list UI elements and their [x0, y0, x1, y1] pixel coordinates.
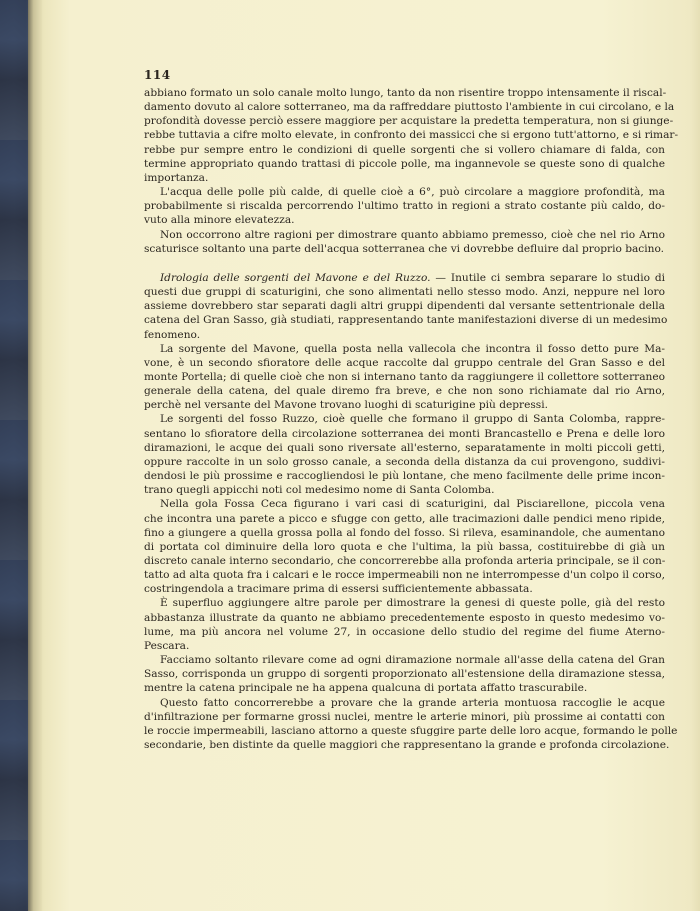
text-line: abbastanza illustrate da quanto ne abbiamo precedentemente esposto in questo medesimo vo-: [144, 611, 665, 624]
text-line: di portata col diminuire della loro quota e che l'ultima, la più bassa, costituirebbe di già un: [144, 540, 665, 553]
text-line: Pescara.: [144, 639, 190, 652]
text-line: oppure raccolte in un solo grosso canale, a seconda della distanza da cui provengono, suddivi-: [144, 455, 665, 468]
text-line: fenomeno.: [144, 328, 201, 341]
text-line: scaturisce soltanto una parte dell'acqua sotterranea che vi dovrebbe defluire dal proprio bacino.: [144, 242, 664, 255]
section-heading: Idrologia delle sorgenti del Mavone e del Ruzzo.: [160, 271, 431, 284]
text-line: secondarie, ben distinte da quelle maggiori che rappresentano la grande e profonda circolazione.: [144, 739, 670, 752]
paragraph: [144, 696, 678, 753]
text-line: vuto alla minore elevatezza.: [144, 214, 295, 227]
text-line: termine appropriato quando trattasi di piccole polle, ma ingannevole se queste sono di qualche: [144, 157, 665, 170]
text-line: damento dovuto al calore sotterraneo, ma da raffreddare piuttosto l'ambiente in cui circolano, e la: [144, 101, 675, 114]
page-number: 114: [144, 68, 171, 82]
text-line: Sasso, corrisponda un gruppo di sorgenti proporzionato all'estensione della diramazione stessa,: [144, 668, 665, 681]
text-line: sentano lo sfioratore della circolazione sotterranea dei monti Brancastello e Prena e delle loro: [144, 427, 665, 440]
paragraph: [144, 653, 665, 695]
body-text: [144, 86, 679, 752]
text-line: generale della catena, del quale diremo fra breve, e che non sono richiamate dal rio Arno,: [144, 385, 665, 398]
text-line: questi due gruppi di scaturigini, che sono alimentati nello stesso modo. Anzi, neppure nel loro: [144, 286, 665, 299]
text-line: lume, ma più ancora nel volume 27, in occasione dello studio del regime del fiume Aterno-: [144, 625, 665, 638]
text-line: trano quegli appicchi noti col medesimo nome di Santa Colomba.: [144, 484, 495, 497]
paragraph: [144, 412, 665, 497]
text-line: monte Portella; di quelle cioè che non si internano tanto da raggiungere il collettore sotterraneo: [144, 370, 665, 383]
text-line: mentre la catena principale ne ha appena qualcuna di portata affatto trascurabile.: [144, 682, 588, 695]
text-line: Questo fatto concorrerebbe a provare che la grande arteria montuosa raccoglie le acque: [160, 696, 665, 709]
text-line: diramazioni, le acque dei quali sono riversate all'esterno, separatamente in molti piccoli getti,: [144, 441, 665, 454]
text-line: costringendola a tracimare prima di essersi sufficientemente abbassata.: [144, 583, 533, 596]
text-line: dendosi le più prossime e raccogliendosi le più lontane, che meno facilmente delle prime incon-: [144, 470, 665, 483]
text-line: profondità dovesse perciò essere maggiore per acquistare la predetta temperatura, non si giunge-: [144, 115, 674, 128]
text-line: È superfluo aggiungere altre parole per dimostrare la genesi di queste polle, già del resto: [160, 597, 665, 610]
paragraph: [144, 271, 668, 342]
text-line: abbiano formato un solo canale molto lungo, tanto da non risentire troppo intensamente il riscal-: [144, 87, 667, 99]
text-line: fino a giungere a quella grossa polla al fondo del fosso. Si rileva, esaminandole, che aumentano: [144, 526, 665, 539]
text-line: catena del Gran Sasso, già studiati, rappresentando tante manifestazioni diverse di un medesimo: [144, 314, 668, 327]
paragraph: [144, 228, 665, 256]
text-line: tatto ad alta quota fra i calcari e le rocce impermeabili non ne interrompesse d'un colpo il corso,: [144, 569, 665, 582]
text-line: [144, 271, 665, 285]
text-line: L'acqua delle polle più calde, di quelle cioè a 6°, può circolare a maggiore profondità, ma: [160, 186, 665, 199]
paragraph: [144, 497, 665, 596]
text-line: rebbe pur sempre entro le condizioni di quelle sorgenti che si vollero chiamare di falda, con: [144, 143, 665, 156]
paragraph: [144, 342, 665, 413]
text-line: assieme dovrebbero star separati dagli altri gruppi dipendenti dal versante settentrionale della: [144, 300, 665, 313]
paragraph: [144, 185, 665, 227]
text-line: rebbe tuttavia a cifre molto elevate, in confronto dei massicci che si ergono tutt'attorno, e si rimar-: [144, 129, 679, 142]
text-line: vone, è un secondo sfioratore delle acque raccolte dal gruppo centrale del Gran Sasso e del: [144, 356, 665, 369]
text-line: Facciamo soltanto rilevare come ad ogni diramazione normale all'asse della catena del Gran: [160, 654, 665, 667]
text-line: che incontra una parete a picco e sfugge con getto, alle tracimazioni dalle pendici meno ripide,: [144, 512, 665, 525]
book-binding: [0, 0, 28, 911]
page-gutter: [28, 0, 42, 911]
text-line: probabilmente si riscalda percorrendo l'ultimo tratto in regioni a strato costante più caldo, do-: [144, 200, 665, 213]
text-line: Le sorgenti del fosso Ruzzo, cioè quelle che formano il gruppo di Santa Colomba, rappre-: [160, 413, 665, 426]
line-text: — Inutile ci sembra separare lo studio di: [430, 271, 665, 284]
text-line: La sorgente del Mavone, quella posta nella vallecola che incontra il fosso detto pure Ma-: [160, 342, 665, 355]
text-line: d'infiltrazione per formarne grossi nuclei, mentre le arterie minori, più prossime ai contatti con: [144, 710, 665, 723]
text-line: le roccie impermeabili, lasciano attorno a queste sfuggire parte delle loro acque, formando le polle: [144, 724, 678, 737]
text-line: Non occorrono altre ragioni per dimostrare quanto abbiamo premesso, cioè che nel rio Arno: [160, 228, 665, 241]
text-line: importanza.: [144, 171, 209, 184]
text-line: discreto canale interno secondario, che concorrerebbe alla profonda arteria principale, se il con-: [144, 555, 666, 567]
paragraph: [144, 86, 679, 185]
text-line: perchè nel versante del Mavone trovano luoghi di scaturigine più depressi.: [144, 399, 548, 412]
paragraph: [144, 596, 665, 653]
text-line: Nella gola Fossa Ceca figurano i vari casi di scaturigini, dal Pisciarellone, piccola vena: [160, 498, 665, 511]
